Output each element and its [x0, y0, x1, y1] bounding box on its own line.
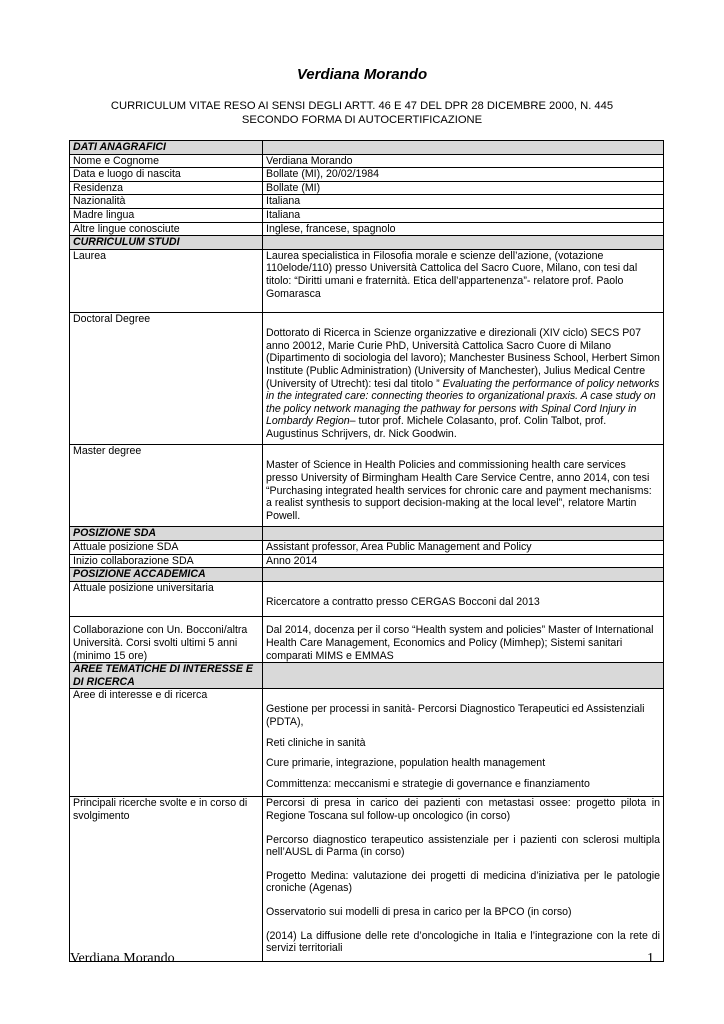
list-item: Osservatorio sui modelli di presa in carico per la BPCO (in corso)	[266, 905, 572, 918]
doctoral-text	[266, 327, 660, 440]
row-label: Madre lingua	[70, 208, 263, 222]
table-row	[70, 581, 664, 617]
list-item: Progetto Medina: valutazione dei progetti di medicina d’iniziativa per le patologie croniche (Agenas)	[266, 869, 660, 895]
section-title: CURRICULUM STUDI	[70, 236, 263, 250]
row-value: Italiana	[263, 208, 664, 222]
table-row	[70, 689, 664, 797]
document-subtitle	[60, 100, 664, 127]
table-row	[70, 445, 664, 527]
row-value	[263, 445, 664, 527]
doctoral-thesis-title: Evaluating the performance of policy networks in the integrated care: connecting theories to organizational praxis. A case study on the policy network managing the pathway for persons with Spinal Cord Injury in Lombardy Region	[266, 377, 660, 428]
row-value: Inglese, francese, spagnolo	[263, 222, 664, 236]
laurea-text: Laurea specialistica in Filosofia morale e scienze dell’azione, (votazione 110elode/110) presso Università Cattolica del Sacro Cuore, Milano, con tesi dal titolo: “Diritti umani e fraternità. Etica dell’appartenenza”- relatore prof. Paolo Gomarasca	[266, 249, 638, 300]
row-value: Italiana	[263, 195, 664, 209]
table-row	[70, 541, 664, 555]
row-label: Laurea	[70, 249, 263, 312]
row-label: Residenza	[70, 181, 263, 195]
section-header-sda	[70, 527, 664, 541]
row-label: Master degree	[70, 445, 263, 527]
row-label: Collaborazione con Un. Bocconi/altra Università. Corsi svolti ultimi 5 anni (minimo 15 ore)	[70, 617, 263, 663]
row-label: Principali ricerche svolte e in corso di svolgimento	[70, 797, 263, 961]
row-label: Altre lingue conosciute	[70, 222, 263, 236]
section-title: POSIZIONE SDA	[70, 527, 263, 541]
doctoral-text-a: Dottorato di Ricerca in Scienze organizzative e direzionali (XIV ciclo) SECS P07 anno 20012, Marie Curie PhD, Università Cattolica Sacro Cuore di Milano (Dipartimento di sociologia del lavoro); Manchester Business School, Herbert Simon Institute (Public Administration) (University of Manchester), Julius Medical Centre (University of Utrecht): tesi dal titolo ”	[266, 327, 660, 390]
row-value: Anno 2014	[263, 554, 664, 568]
master-text: Master of Science in Health Policies and commissioning health care services presso University of Birmingham Health Care Service Centre, anno 2014, con tesi “Purchasing integrated health services for chronic care and payment mechanisms: a realist synthesis to support decision-making at the local level”, relatore Martin Powell.	[266, 459, 652, 522]
row-value	[263, 797, 664, 961]
row-label: Nome e Cognome	[70, 154, 263, 168]
row-label: Aree di interesse e di ricerca	[70, 689, 263, 797]
table-row	[70, 154, 664, 168]
table-row	[70, 554, 664, 568]
list-item: Percorso diagnostico terapeutico assistenziale per i pazienti con sclerosi multipla nell’AUSL di Parma (in corso)	[266, 833, 660, 859]
page-number: 1	[647, 951, 654, 966]
row-value	[263, 313, 664, 445]
table-row	[70, 222, 664, 236]
section-title: DATI ANAGRAFICI	[70, 141, 263, 155]
document-title: Verdiana Morando	[296, 66, 428, 83]
table-row	[70, 617, 664, 663]
row-value: Bollate (MI), 20/02/1984	[263, 168, 664, 182]
doctoral-text-b: – tutor prof. Michele Colasanto, prof. Colin Talbot, prof. Augustinus Schrijvers, dr. Nick Goodwin.	[266, 415, 607, 440]
subtitle-line-2: SECONDO FORMA DI AUTOCERTIFICAZIONE	[241, 113, 483, 126]
row-label: Attuale posizione SDA	[70, 541, 263, 555]
section-header-anagrafici	[70, 141, 664, 155]
section-header-accademica	[70, 568, 664, 582]
list-item: Gestione per processi in sanità- Percorsi Diagnostico Terapeutici ed Assistenziali (PDTA),	[266, 703, 645, 728]
section-header-studi	[70, 236, 664, 250]
list-item: Percorsi di presa in carico dei pazienti con metastasi ossee: progetto pilota in Regione Toscana sul follow-up oncologico (in corso)	[266, 797, 660, 822]
cv-table	[69, 140, 664, 962]
row-value: Dal 2014, docenza per il corso “Health system and policies” Master of International Health Care Management, Economics and Policy (Mimhep); Sistemi sanitari comparati MIMS e EMMAS	[263, 617, 664, 663]
row-value: Verdiana Morando	[263, 154, 664, 168]
row-label: Doctoral Degree	[70, 313, 263, 445]
row-label: Inizio collaborazione SDA	[70, 554, 263, 568]
section-title: POSIZIONE ACCADEMICA	[70, 568, 263, 582]
table-row	[70, 797, 664, 961]
table-row	[70, 249, 664, 312]
row-value: Bollate (MI)	[263, 181, 664, 195]
subtitle-line-1: CURRICULUM VITAE RESO AI SENSI DEGLI ARTT. 46 E 47 DEL DPR 28 DICEMBRE 2000, N. 445	[110, 100, 614, 112]
section-header-aree	[70, 663, 664, 689]
row-value	[263, 581, 664, 617]
row-label: Data e luogo di nascita	[70, 168, 263, 182]
row-label: Nazionalità	[70, 195, 263, 209]
section-title: AREE TEMATICHE DI INTERESSE E DI RICERCA	[70, 663, 263, 689]
table-row	[70, 168, 664, 182]
table-row	[70, 181, 664, 195]
list-item: Reti cliniche in sanità	[266, 736, 366, 749]
table-row	[70, 195, 664, 209]
list-item: Cure primarie, integrazione, population health management	[266, 757, 546, 770]
table-row	[70, 313, 664, 445]
row-label: Attuale posizione universitaria	[70, 581, 263, 617]
row-value	[263, 689, 664, 797]
footer-name: Verdiana Morando	[70, 951, 175, 966]
table-row	[70, 208, 664, 222]
list-item: Committenza: meccanismi e strategie di governance e finanziamento	[266, 777, 590, 790]
row-value	[263, 249, 664, 312]
row-value: Assistant professor, Area Public Management and Policy	[263, 541, 664, 555]
list-item: (2014) La diffusione delle rete d’oncologiche in Italia e l’integrazione con la rete di servizi territoriali	[266, 929, 660, 955]
attuale-text: Ricercatore a contratto presso CERGAS Bocconi dal 2013	[266, 595, 540, 608]
